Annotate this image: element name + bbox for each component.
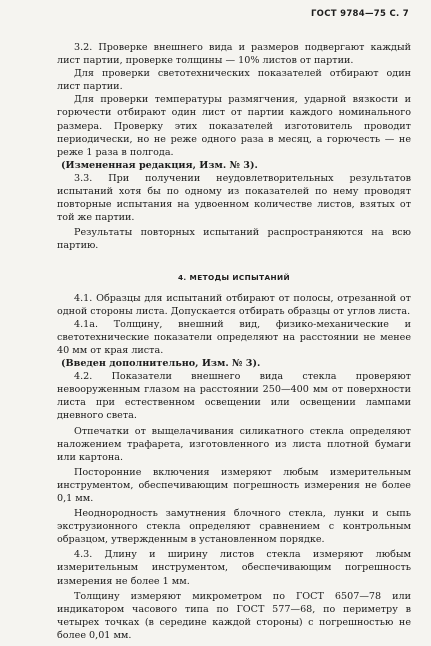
running-head: ГОСТ 9784—75 С. 7 xyxy=(310,9,409,19)
paragraph-4-3-thickness: Толщину измеряют микрометром по ГОСТ 6507—78 или индикатором часового типа по ГОСТ 577—68, по периметру в четырех точках (в середине каждой стороны) с погрешностью не более 0,01 мм. xyxy=(57,590,411,641)
paragraph-4-2: 4.2. Показатели внешнего вида стекла проверяют невооруженным глазом на расстоянии 250—400 мм от поверхности листа при естественном освещении или освещении лампами дневного света. xyxy=(57,371,411,422)
paragraph-3-2: 3.2. Проверке внешнего вида и размеров подвергают каждый лист партии, проверке толщины — 10% листов от партии. xyxy=(57,42,411,67)
paragraph-3-2-softening: Для проверки температуры размягчения, ударной вязкости и горючести отбирают один лист от партии каждого номинального размера. Проверку этих показателей изготовитель проводит периодически, но не реже одного раза в месяц, а горючесть — не реже 1 раза в полгода. xyxy=(57,94,411,158)
paragraph-4-2-prints: Отпечатки от выщелачивания силикатного стекла определяют наложением трафарета, изготовленного из листа плотной бумаги или картона. xyxy=(57,425,411,463)
section-heading: 4. МЕТОДЫ ИСПЫТАНИЙ xyxy=(177,272,291,282)
paragraph-4-2-inclusions: Посторонние включения измеряют любым измерительным инструментом, обеспечивающим погрешность измерения не более 0,1 мм. xyxy=(57,466,411,504)
paragraph-3-3-results: Результаты повторных испытаний распространяются на всю партию. xyxy=(57,227,411,252)
paragraph-4-1a: 4.1а. Толщину, внешний вид, физико-механические и светотехнические показатели определяют на расстоянии не менее 40 мм от края листа. xyxy=(57,318,411,356)
amendment-note: (Измененная редакция, Изм. № 3). xyxy=(61,159,258,171)
addition-note: (Введен дополнительно, Изм. № 3). xyxy=(61,358,261,370)
paragraph-4-1: 4.1. Образцы для испытаний отбирают от полосы, отрезанной от одной стороны листа. Допускается отбирать образцы от углов листа. xyxy=(57,292,411,317)
document-body xyxy=(57,41,411,642)
paragraph-4-2-opacity: Неоднородность замутнения блочного стекла, лунки и сыпь экструзионного стекла определяют сравнением с контрольным образцом, утвержденным в установленном порядке. xyxy=(57,508,411,546)
paragraph-3-2-photometric: Для проверки светотехнических показателей отбирают один лист партии. xyxy=(57,68,411,93)
paragraph-3-3: 3.3. При получении неудовлетворительных результатов испытаний хотя бы по одному из показателей по нему проводят повторные испытания на удвоенном количестве листов, взятых от той же партии. xyxy=(57,172,411,224)
paragraph-4-3: 4.3. Длину и ширину листов стекла измеряют любым измерительным инструментом, обеспечивающим погрешность измерения не более 1 мм. xyxy=(57,549,411,587)
